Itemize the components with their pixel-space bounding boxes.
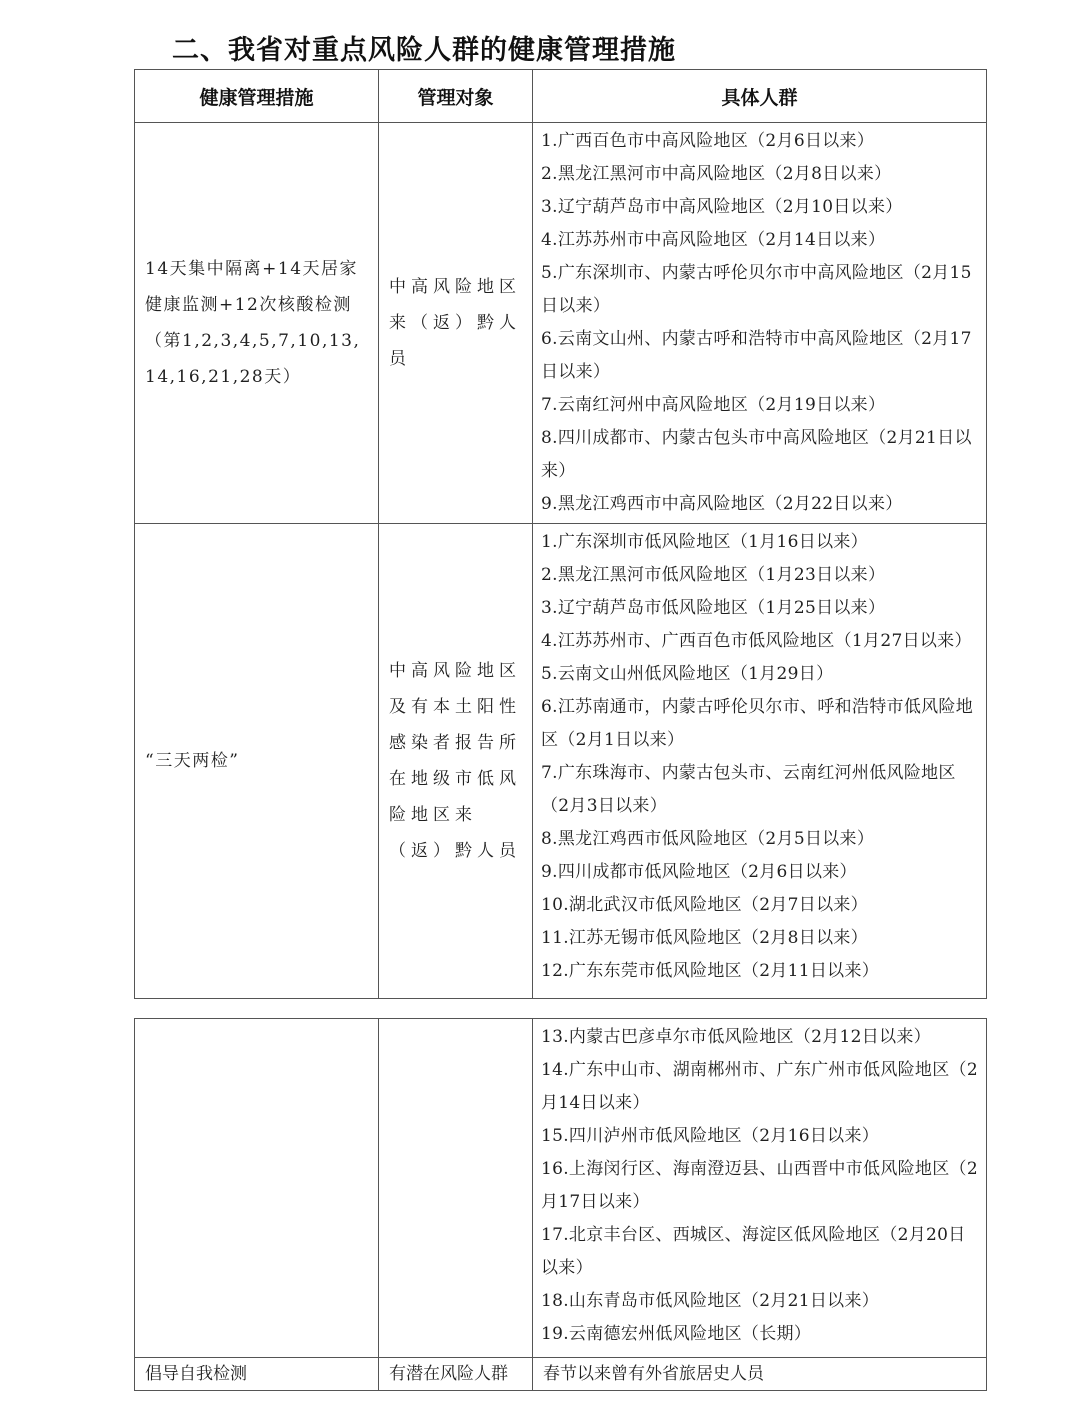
list-item: 2.黑龙江黑河市中高风险地区（2月8日以来） (541, 164, 892, 184)
list-item: 11.江苏无锡市低风险地区（2月8日以来） (541, 928, 868, 948)
people-cell (533, 123, 987, 524)
list-item: 4.江苏苏州市中高风险地区（2月14日以来） (541, 230, 886, 250)
target-cell (379, 1019, 533, 1358)
measure-text: 14天集中隔离+14天居家健康监测+12次核酸检测（第1,2,3,4,5,7,10,13,14,16,21,28天） (145, 259, 361, 387)
list-item: 17.北京丰台区、西城区、海淀区低风险地区（2月20日以来） (541, 1225, 966, 1278)
people-cell (533, 524, 987, 999)
measure-cell: 倡导自我检测 (135, 1358, 379, 1391)
measures-table-continued (134, 1018, 987, 1391)
list-item: 8.四川成都市、内蒙古包头市中高风险地区（2月21日以来） (541, 428, 972, 481)
list-item: 15.四川泸州市低风险地区（2月16日以来） (541, 1126, 880, 1146)
list-item: 5.广东深圳市、内蒙古呼伦贝尔市中高风险地区（2月15日以来） (541, 263, 972, 316)
measure-cell (135, 1019, 379, 1358)
list-item: 13.内蒙古巴彦卓尔市低风险地区（2月12日以来） (541, 1027, 931, 1047)
list-item: 8.黑龙江鸡西市低风险地区（2月5日以来） (541, 829, 875, 849)
list-item: 12.广东东莞市低风险地区（2月11日以来） (541, 961, 880, 981)
target-cell (379, 123, 533, 524)
table-row (135, 1358, 987, 1391)
list-item: 3.辽宁葫芦岛市中高风险地区（2月10日以来） (541, 197, 903, 217)
table-row (135, 1019, 987, 1358)
list-item: 1.广西百色市中高风险地区（2月6日以来） (541, 131, 875, 151)
header-target: 管理对象 (379, 70, 533, 123)
list-item: 5.云南文山州低风险地区（1月29日） (541, 664, 834, 684)
measure-text: “三天两检” (145, 751, 240, 771)
list-item: 6.江苏南通市，内蒙古呼伦贝尔市、呼和浩特市低风险地区（2月1日以来） (541, 697, 974, 750)
page-title: 二、我省对重点风险人群的健康管理措施 (172, 35, 676, 66)
table-row (135, 524, 987, 999)
list-item: 1.广东深圳市低风险地区（1月16日以来） (541, 532, 868, 552)
header-measure: 健康管理措施 (135, 70, 379, 123)
list-item: 16.上海闵行区、海南澄迈县、山西晋中市低风险地区（2月17日以来） (541, 1159, 978, 1212)
table-row (135, 123, 987, 524)
list-item: 7.云南红河州中高风险地区（2月19日以来） (541, 395, 886, 415)
list-item: 10.湖北武汉市低风险地区（2月7日以来） (541, 895, 868, 915)
measure-cell (135, 524, 379, 999)
target-cell (379, 524, 533, 999)
people-cell: 春节以来曾有外省旅居史人员 (533, 1358, 987, 1391)
list-item: 7.广东珠海市、内蒙古包头市、云南红河州低风险地区（2月3日以来） (541, 763, 956, 816)
measure-cell (135, 123, 379, 524)
list-item: 4.江苏苏州市、广西百色市低风险地区（1月27日以来） (541, 631, 972, 651)
target-text: 中高风险地区及有本土阳性感染者报告所在地级市低风险地区来（返）黔人员 (389, 661, 521, 861)
measures-table (134, 69, 987, 999)
people-cell (533, 1019, 987, 1358)
list-item: 19.云南德宏州低风险地区（长期） (541, 1324, 812, 1344)
list-item: 3.辽宁葫芦岛市低风险地区（1月25日以来） (541, 598, 886, 618)
list-item: 18.山东青岛市低风险地区（2月21日以来） (541, 1291, 880, 1311)
header-people: 具体人群 (533, 70, 987, 123)
list-item: 9.黑龙江鸡西市中高风险地区（2月22日以来） (541, 494, 903, 514)
target-cell: 有潜在风险人群 (379, 1358, 533, 1391)
list-item: 6.云南文山州、内蒙古呼和浩特市中高风险地区（2月17日以来） (541, 329, 972, 382)
list-item: 9.四川成都市低风险地区（2月6日以来） (541, 862, 857, 882)
list-item: 14.广东中山市、湖南郴州市、广东广州市低风险地区（2月14日以来） (541, 1060, 978, 1113)
target-text: 中高风险地区来（返）黔人员 (389, 277, 521, 369)
list-item: 2.黑龙江黑河市低风险地区（1月23日以来） (541, 565, 886, 585)
header-row (135, 70, 987, 123)
